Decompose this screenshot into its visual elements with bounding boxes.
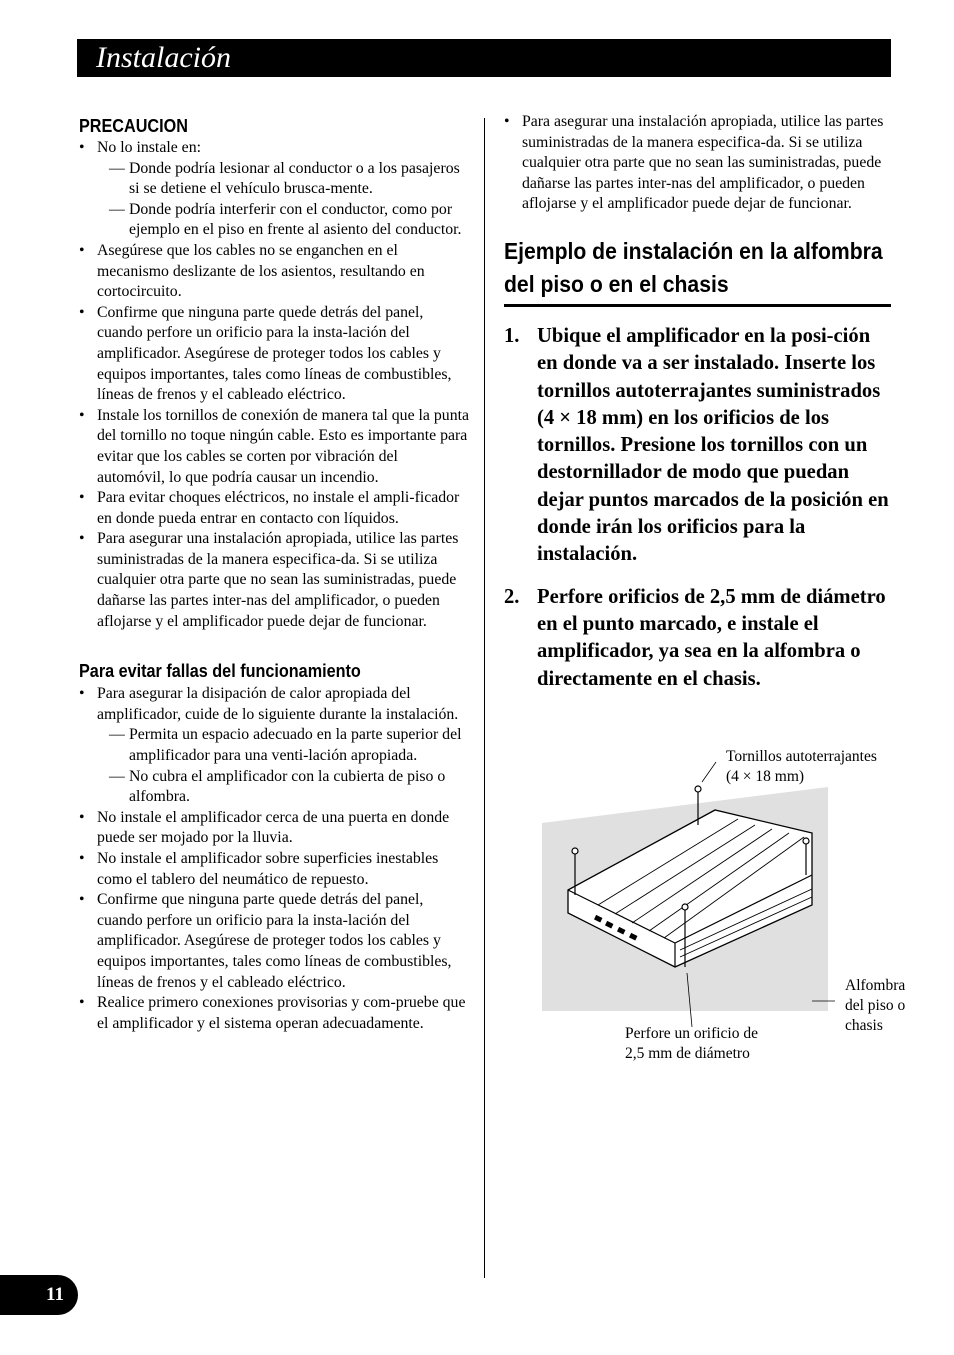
step-text: Perfore orificios de 2,5 mm de diámetro en el punto marcado, e instale el amplificador, ya sea en la alfombra o directamente en el chasis.: [537, 585, 886, 690]
bullet-item: [79, 808, 469, 849]
precaucion-heading: PRECAUCION: [79, 116, 188, 136]
bullet-text: Para asegurar una instalación apropiada, utilice las partes suministradas de la manera especifica-da. Si se utiliza cualquier otra parte que no sean las suministradas, puede dañarse las partes inter-nas del amplificador, o pueden aflojarse y el amplificador puede dejar de funcionar.: [97, 530, 459, 630]
right-column: [504, 112, 892, 693]
page-number: 11: [46, 1284, 64, 1305]
bullet-item: [79, 890, 469, 993]
dash-item: — No cubra el amplificador con la cubierta de piso o alfombra.: [97, 767, 469, 808]
steps-list: [504, 323, 892, 693]
column-divider: [484, 118, 485, 1278]
step-number: 1.: [504, 324, 520, 347]
bullet-text: Asegúrese que los cables no se enganchen en el mecanismo deslizante de los asientos, resultando en cortocircuito.: [97, 241, 425, 301]
header-bar: [77, 39, 891, 77]
bullet-text: No lo instale en:: [97, 139, 201, 156]
step-text: Ubique el amplificador en la posi-ción en donde va a ser instalado. Inserte los tornillos autoterrajantes suministrados (4 × 18 mm) en los orificios de los tornillos. Presione los tornillos con un destornillador de modo que puedan dejar puntos marcados de la posición en donde irán los orificios para la instalación.: [537, 324, 889, 566]
section-heading: Ejemplo de instalación en la alfombra del piso o en el chasis: [504, 237, 883, 297]
bullet-text: Realice primero conexiones provisorias y com-pruebe que el amplificador y el sistema operan adecuadamente.: [97, 994, 466, 1032]
label-screws-line1: Tornillos autoterrajantes: [726, 748, 877, 765]
bullet-text: No instale el amplificador cerca de una puerta en donde puede ser mojado por la lluvia.: [97, 808, 450, 847]
bullet-item: [79, 303, 469, 406]
bullet-text: No instale el amplificador sobre superficies inestables como el tablero del neumático de repuesto.: [97, 850, 439, 888]
bullet-text: Instale los tornillos de conexión de manera tal que la punta del tornillo no toque ningún cable. Esto es importante para evitar que los cables se corten por vibración del automóvil, lo que podría causar un incendio.: [97, 406, 469, 486]
bullet-item: [79, 849, 469, 890]
precaucion-list: [79, 138, 469, 632]
bullet-text: Confirme que ninguna parte quede detrás del panel, cuando perfore un orificio para la insta-lación del amplificador. Asegúrese de proteger todos los cables y equipos importantes, tales como líneas de combustibles, líneas de frenos y el cableado eléctrico.: [97, 303, 452, 404]
bullet-item: [79, 529, 469, 632]
bullet-item: [79, 684, 469, 808]
bullet-text: Para asegurar una instalación apropiada, utilice las partes suministradas de la manera especifica-da. Si se utiliza cualquier otra parte que no sean las suministradas, puede dañarse las partes inter-nas del amplificador, o pueden aflojarse y el amplificador puede dejar de funcionar.: [522, 113, 884, 213]
right-top-list: [504, 112, 892, 215]
step-item: [504, 584, 892, 693]
bullet-item: [79, 406, 469, 488]
label-floor-line1: Alfombra: [845, 977, 906, 994]
bullet-text: Confirme que ninguna parte quede detrás del panel, cuando perfore un orificio para la insta-lación del amplificador. Asegúrese de proteger todos los cables y equipos importantes, tales como líneas de combustibles, líneas de frenos y el cableado eléctrico.: [97, 891, 452, 991]
bullet-item: [79, 488, 469, 529]
left-column: [79, 112, 469, 1034]
installation-figure: [540, 745, 940, 1075]
step-number: 2.: [504, 585, 520, 608]
label-floor-line2: del piso o: [845, 997, 906, 1014]
dash-list: [97, 725, 469, 807]
section-rule: [504, 304, 891, 307]
dash-item: — Donde podría interferir con el conductor, como por ejemplo en el piso en frente al asiento del conductor.: [97, 200, 469, 241]
label-screws-line2: (4 × 18 mm): [726, 768, 805, 785]
label-floor-line3: chasis: [845, 1017, 883, 1034]
page-number-tab: [0, 1275, 78, 1315]
dash-item: — Donde podría lesionar al conductor o a los pasajeros si se detiene el vehículo brusca-mente.: [97, 159, 469, 200]
bullet-text: Para asegurar la disipación de calor apropiada del amplificador, cuide de lo siguiente durante la instalación.: [97, 685, 459, 723]
step-item: [504, 323, 892, 569]
bullet-item: [504, 112, 892, 215]
bullet-item: [79, 993, 469, 1034]
label-drill-line1: Perfore un orificio de: [625, 1025, 758, 1042]
dash-list: [97, 159, 469, 241]
fallas-list: [79, 684, 469, 1034]
bullet-item: [79, 138, 469, 241]
label-drill-line2: 2,5 mm de diámetro: [625, 1045, 750, 1062]
fallas-heading: Para evitar fallas del funcionamiento: [79, 661, 361, 682]
bullet-text: Para evitar choques eléctricos, no instale el ampli-ficador en donde pueda entrar en contacto con líquidos.: [97, 489, 460, 527]
bullet-item: [79, 241, 469, 303]
dash-item: — Permita un espacio adecuado en la parte superior del amplificador para una venti-lación apropiada.: [97, 725, 469, 766]
page-title: Instalación: [96, 41, 231, 74]
